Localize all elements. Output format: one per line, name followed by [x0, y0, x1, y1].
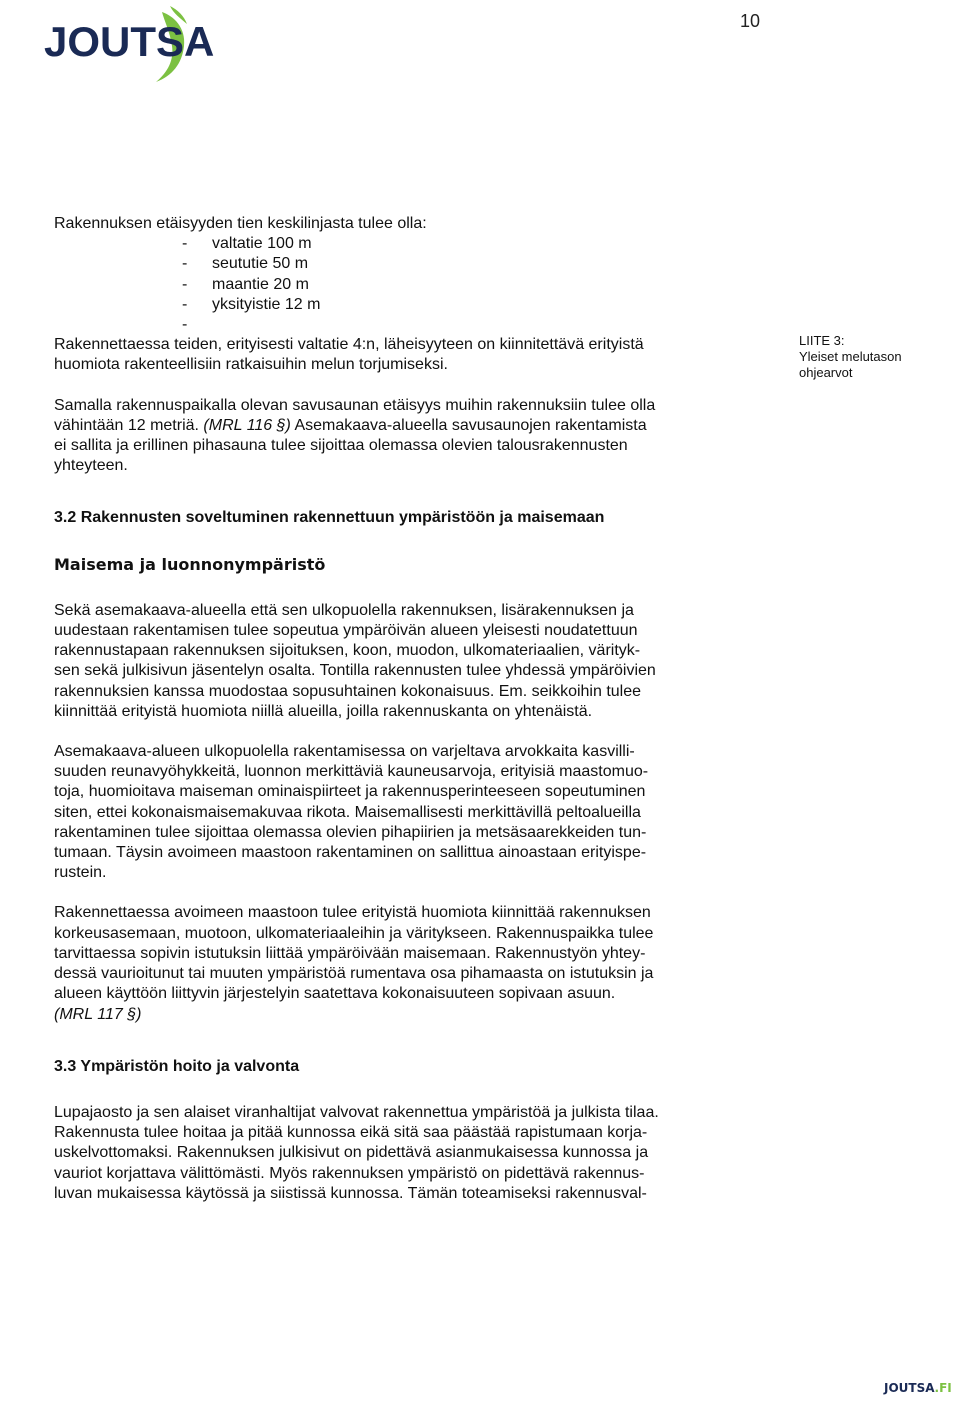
law-reference: (MRL 117 §): [54, 1005, 142, 1023]
footer-brand: JOUTSA: [884, 1381, 935, 1395]
list-item: -: [182, 316, 188, 334]
landscape-paragraph-3: Rakennettaessa avoimeen maastoon tulee erityistä huomiota kiinnittää rakennuksen korkeusasemaan, muotoon, ulkomateriaaleihin ja väritykseen. Rakennuspaikka tulee tarvittaessa sopivin istutuksin liittää ympäröivään maisemaan. Rakennustyön yhtey- dessä vaurioitunut tai muuten ympäristöä rumentava osa pihamaasta on istutuksin ja alueen käyttöön liittyvin järjestelyin saatettava kokonaisuuteen sopivaan asuun. (MRL 117 §): [54, 904, 654, 1023]
logo-wordmark: JOUTSA: [44, 18, 214, 65]
list-item: - maantie 20 m: [182, 275, 309, 293]
side-note-appendix: [799, 333, 949, 381]
page-number: 10: [739, 11, 760, 31]
landscape-paragraph-2: Asemakaava-alueen ulkopuolella rakentamisessa on varjeltava arvokkaita kasvilli- suuden reunavyöhykkeitä, luonnon merkittäviä kauneusarvoja, erityisiä maastomuo- toja, huomioitava maiseman ominaispiirteet ja rakennusperinteeseen sopeutuminen siten, ettei kokonaismaisemakuvaa rikota. Maisemallisesti merkittävillä peltoalueilla rakentaminen tulee sijoittaa olemassa olevien pihapiirien ja metsäsaarekkeiden tun- tumaan. Täysin avoimeen maastoon rakentaminen on sallittua ainoastaan erityispe- rustein.: [54, 743, 649, 882]
law-reference: (MRL 116 §): [203, 416, 291, 434]
list-item: - yksityistie 12 m: [182, 295, 321, 313]
side-note-line: Yleiset melutason: [799, 349, 902, 364]
road-distance-list: [54, 234, 744, 335]
noise-paragraph: Rakennettaessa teiden, erityisesti valtatie 4:n, läheisyyteen on kiinnitettävä erityistä huomiota rakenteellisiin ratkaisuihin melun torjumiseksi.: [54, 336, 644, 374]
joutsa-logo: [44, 6, 214, 84]
section-heading-3-3: 3.3 Ympäristön hoito ja valvonta: [54, 1057, 300, 1075]
side-note-line: LIITE 3:: [799, 333, 845, 348]
section-heading-3-2: 3.2 Rakennusten soveltuminen rakennettuun ympäristöön ja maisemaan: [54, 509, 605, 527]
smoke-sauna-paragraph: Samalla rakennuspaikalla olevan savusaunan etäisyys muihin rakennuksiin tulee olla vähintään 12 metriä. (MRL 116 §) Asemakaava-alueella savusaunojen rakentamista ei sallita ja erillinen pihasauna tulee sijoittaa olemassa olevien talousrakennusten yhteyteen.: [54, 396, 656, 475]
swan-logo-icon: [44, 6, 214, 84]
subheading-landscape: Maisema ja luonnonympäristö: [54, 554, 326, 574]
maintenance-paragraph: Lupajaosto ja sen alaiset viranhaltijat valvovat rakennettua ympäristöä ja julkista tilaa. Rakennusta tulee hoitaa ja pitää kunnossa eikä sitä saa päästää rapistumaan korja- uskelvottomaksi. Rakennuksen julkisivut on pidettävä asianmukaisessa kunnossa ja vauriot korjattava välittömästi. Myös rakennuksen ympäristö on pidettävä rakennus- luvan mukaisessa käytössä ja siistissä kunnossa. Tämän toteamiseksi rakennusval-: [54, 1103, 659, 1202]
landscape-paragraph-1: Sekä asemakaava-alueella että sen ulkopuolella rakennuksen, lisärakennuksen ja uudestaan rakentamisen tulee sopeutua ympäröivän alueen yleisesti noudatettuun rakennustapaan rakennuksen sijoituksen, koon, muodon, ulkomateriaalien, värityk- sen sekä julkisivun jäsentelyn osalta. Tontilla rakennusten tulee yhdessä ympäröivien rakennuksien kanssa muodostaa sopusuhtainen kokonaisuus. Em. seikkoihin tulee kiinnittää erityistä huomiota niillä alueilla, joilla rakennuskanta on yhtenäistä.: [54, 601, 656, 720]
list-item: - seututie 50 m: [182, 255, 309, 273]
list-item: - valtatie 100 m: [182, 235, 312, 253]
side-note-line: ohjearvot: [799, 365, 853, 380]
footer-tld: .FI: [934, 1381, 952, 1395]
document-body: [54, 214, 744, 1204]
footer-logo: [884, 1373, 952, 1395]
distance-lead: Rakennuksen etäisyyden tien keskilinjasta tulee olla:: [54, 215, 427, 232]
